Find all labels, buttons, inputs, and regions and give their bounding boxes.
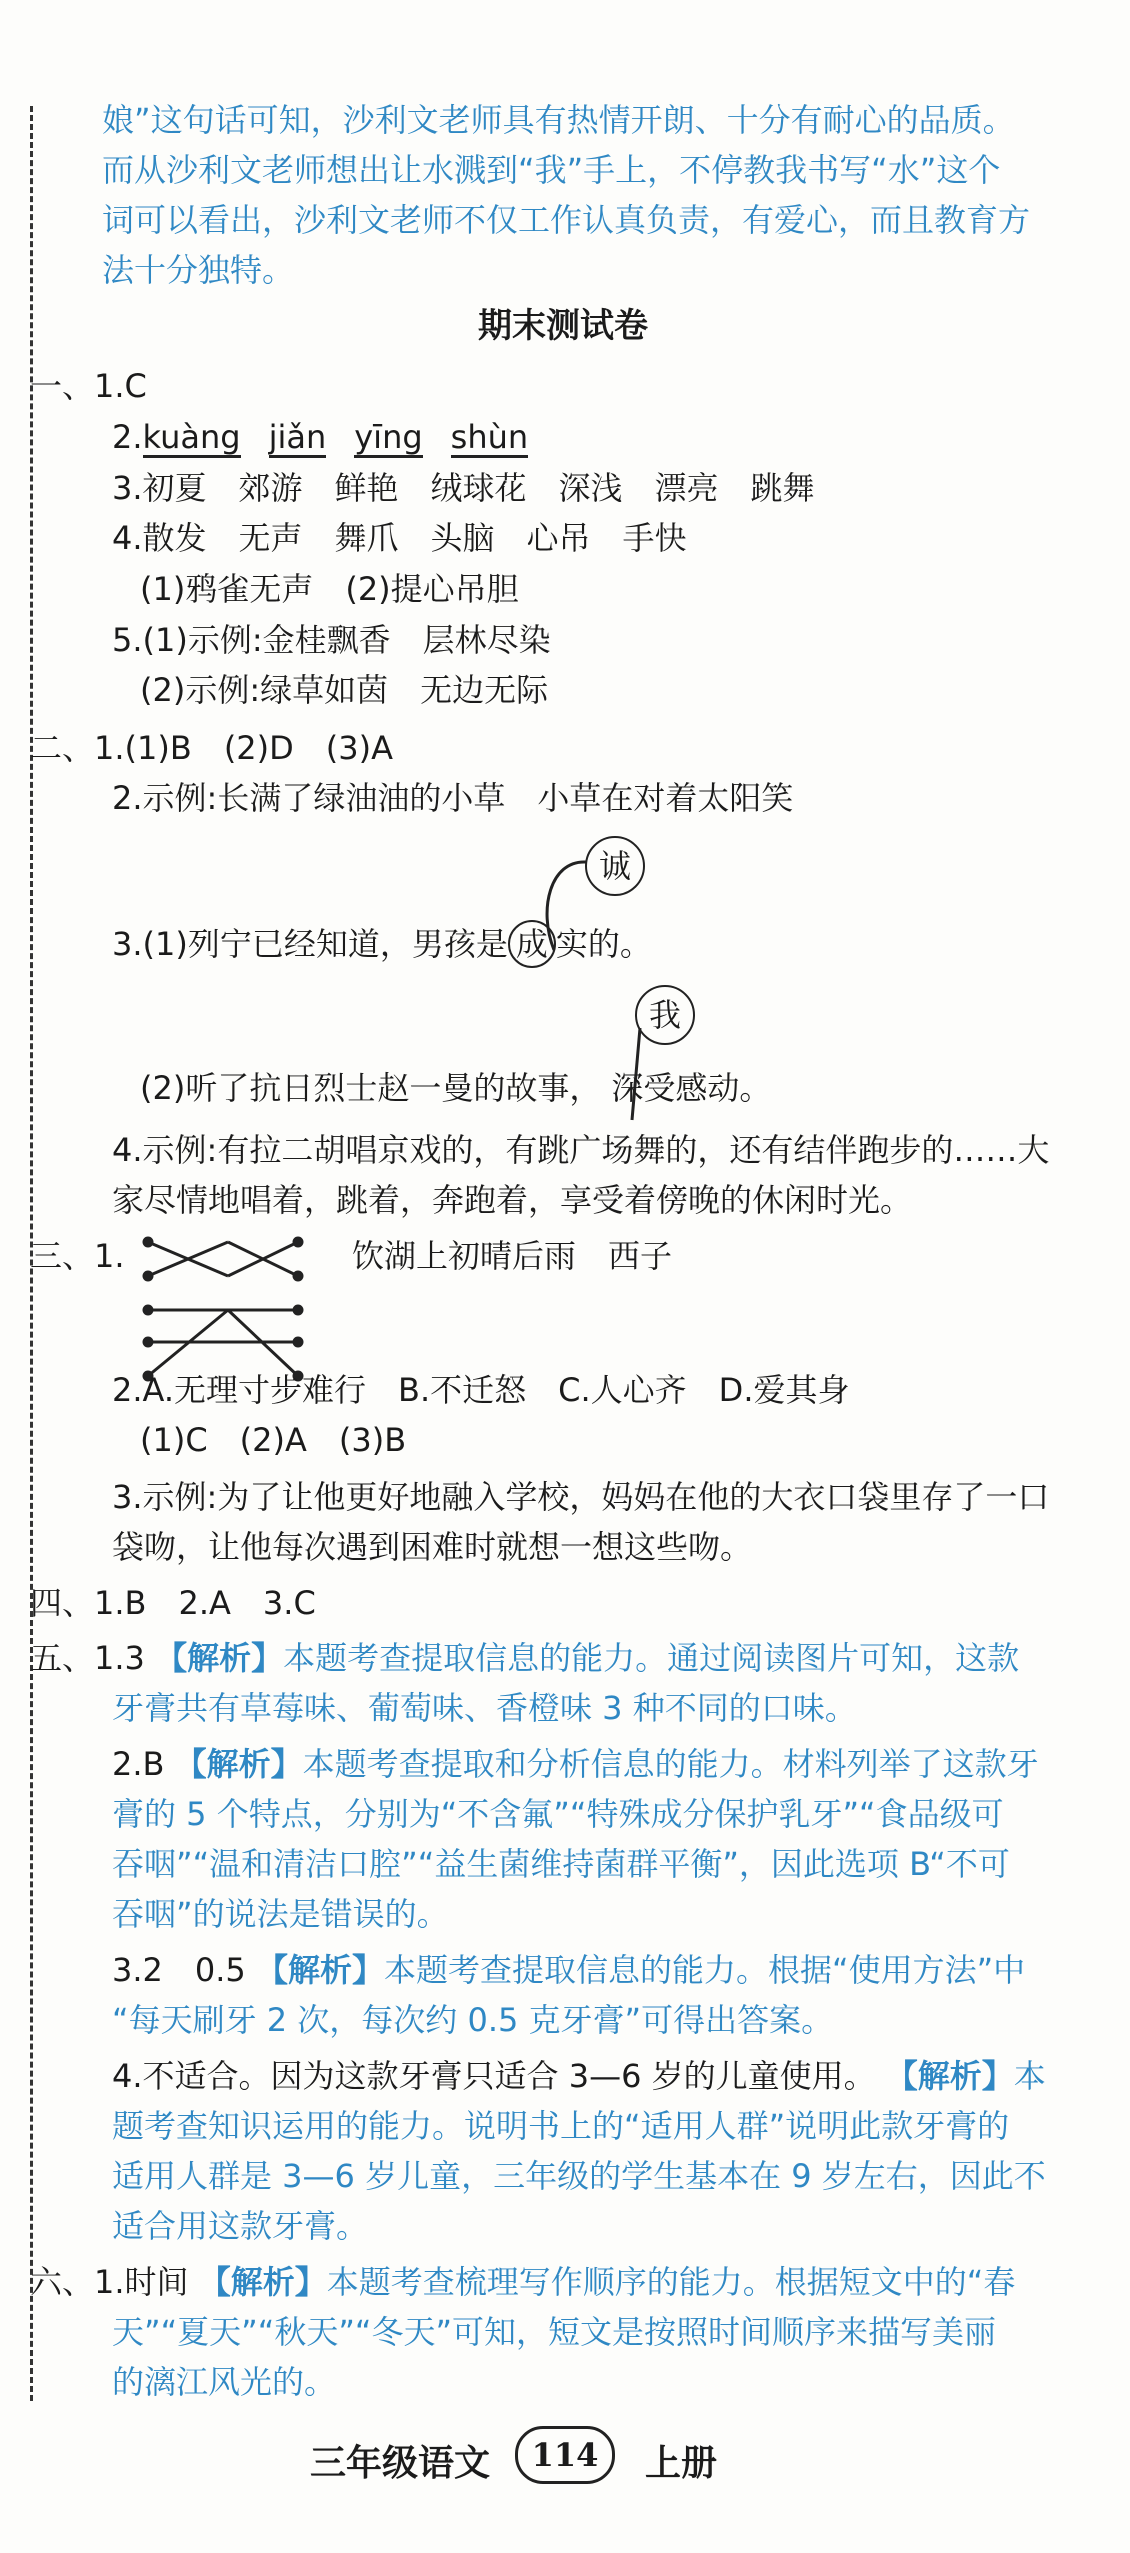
- s6-q1-text-3: 的漓江风光的。: [112, 2363, 337, 2401]
- analysis-tag: 【解析】: [255, 1951, 384, 1989]
- s6-q1-text-2: 天”“夏天”“秋天”“冬天”可知，短文是按照时间顺序来描写美丽: [112, 2313, 997, 2351]
- pinyin-list: [143, 418, 557, 456]
- analysis-tag: 【解析】: [174, 1745, 303, 1783]
- top-line-4: 法十分独特。: [102, 251, 295, 289]
- s5-q2: [112, 1744, 1039, 1784]
- s5-q1: [30, 1638, 1019, 1678]
- s5-q2-answer: 2.B: [112, 1745, 165, 1783]
- s3-q2: 2.A.无理寸步难行 B.不迁怒 C.人心齐 D.爱其身: [112, 1371, 850, 1409]
- pinyin-4: shùn: [450, 418, 529, 456]
- pinyin-3: yīng: [354, 418, 423, 456]
- s1-q5b: (2)示例:绿草如茵 无边无际: [140, 671, 549, 709]
- s5-q3-text-1: 本题考查提取信息的能力。根据“使用方法”中: [383, 1951, 1026, 1989]
- s2-q4a: 4.示例:有拉二胡唱京戏的，有跳广场舞的，还有结伴跑步的……大: [112, 1131, 1050, 1169]
- s1-q1: 一、1.C: [30, 367, 147, 405]
- analysis-tag: 【解析】: [155, 1639, 284, 1677]
- page-title: 期末测试卷: [478, 306, 648, 346]
- s5-q2-text-3: 吞咽”“温和清洁口腔”“益生菌维持菌群平衡”，因此选项 B“不可: [112, 1845, 1010, 1883]
- s5-q4-text-0: 本: [1013, 2057, 1046, 2095]
- matching-lines: [138, 1228, 368, 1388]
- circled-char-cheng: 成: [508, 920, 556, 968]
- analysis-tag: 【解析】: [885, 2057, 1014, 2095]
- insert-char-cheng: 诚: [585, 836, 645, 896]
- s2-q1: 二、1.(1)B (2)D (3)A: [30, 729, 394, 767]
- s4-answers: 四、1.B 2.A 3.C: [30, 1584, 316, 1622]
- pinyin-1: kuàng: [142, 418, 241, 456]
- s6-q1-answer: 六、1.时间: [30, 2263, 189, 2301]
- page-number-badge: 114: [515, 2426, 615, 2484]
- s2-q3a-pre: 3.(1)列宁已经知道，男孩是: [112, 925, 508, 963]
- s5-q1-text-1: 本题考查提取信息的能力。通过阅读图片可知，这款: [283, 1639, 1020, 1677]
- s2-q3a: [112, 920, 652, 968]
- s6-q1: [30, 2262, 1015, 2302]
- s3-q3a: 3.示例:为了让他更好地融入学校，妈妈在他的大衣口袋里存了一口: [112, 1478, 1050, 1516]
- top-line-1: 娘”这句话可知，沙利文老师具有热情开朗、十分有耐心的品质。: [102, 101, 1015, 139]
- s5-q3: [112, 1950, 1025, 1990]
- s2-q3b-pre: (2)听了抗日烈士赵一曼的故事，: [140, 1069, 602, 1107]
- s5-q2-text-1: 本题考查提取和分析信息的能力。材料列举了这款牙: [302, 1745, 1039, 1783]
- s1-q2: [112, 417, 556, 458]
- s1-q2-prefix: 2.: [112, 418, 143, 456]
- footer-volume: 上册: [645, 2443, 718, 2484]
- s2-q3b: [140, 1068, 771, 1108]
- s5-q1-answer: 五、1.3: [30, 1639, 145, 1677]
- s2-q3b-post: 深受感动。: [611, 1069, 772, 1107]
- s1-q4: 4.散发 无声 舞爪 头脑 心吊 手快: [112, 519, 687, 557]
- s6-q1-text-1: 本题考查梳理写作顺序的能力。根据短文中的“春: [326, 2263, 1016, 2301]
- s5-q4-text-3: 适合用这款牙膏。: [112, 2207, 369, 2245]
- s5-q2-text-4: 吞咽”的说法是错误的。: [112, 1895, 449, 1933]
- s5-q4: [112, 2056, 1046, 2096]
- s1-q4-sub: (1)鸦雀无声 (2)提心吊胆: [140, 570, 519, 608]
- s5-q3-text-2: “每天刷牙 2 次，每次约 0.5 克牙膏”可得出答案。: [112, 2001, 834, 2039]
- s2-q4b: 家尽情地唱着，跳着，奔跑着，享受着傍晚的休闲时光。: [112, 1181, 913, 1219]
- top-line-2: 而从沙利文老师想出让水溅到“我”手上，不停教我书写“水”这个: [102, 151, 1001, 189]
- s1-q5a: 5.(1)示例:金桂飘香 层林尽染: [112, 621, 551, 659]
- s5-q2-text-2: 膏的 5 个特点，分别为“不含氟”“特殊成分保护乳牙”“食品级可: [112, 1795, 1004, 1833]
- analysis-tag: 【解析】: [198, 2263, 327, 2301]
- s5-q3-answer: 3.2 0.5: [112, 1951, 246, 1989]
- s3-q2-sub: (1)C (2)A (3)B: [140, 1421, 407, 1459]
- s3-q1-text: 饮湖上初晴后雨 西子: [352, 1237, 673, 1275]
- insert-char-wo: 我: [635, 985, 695, 1045]
- s5-q1-text-2: 牙膏共有草莓味、葡萄味、香橙味 3 种不同的口味。: [112, 1689, 857, 1727]
- s1-q3: 3.初夏 郊游 鲜艳 绒球花 深浅 漂亮 跳舞: [112, 469, 815, 507]
- s2-q3a-post: 实的。: [555, 925, 652, 963]
- s3-q3b: 袋吻，让他每次遇到困难时就想一想这些吻。: [112, 1528, 753, 1566]
- top-line-3: 词可以看出，沙利文老师不仅工作认真负责，有爱心，而且教育方: [102, 201, 1031, 239]
- pinyin-2: jiǎn: [268, 418, 327, 456]
- s5-q4-answer: 4.不适合。因为这款牙膏只适合 3—6 岁的儿童使用。: [112, 2057, 876, 2095]
- s2-q2: 2.示例:长满了绿油油的小草 小草在对着太阳笑: [112, 779, 794, 817]
- s3-q1-label: 三、1.: [30, 1237, 125, 1275]
- s5-q4-text-1: 题考查知识运用的能力。说明书上的“适用人群”说明此款牙膏的: [112, 2107, 1010, 2145]
- footer-grade-subject: 三年级语文: [310, 2443, 491, 2484]
- s5-q4-text-2: 适用人群是 3—6 岁儿童，三年级的学生基本在 9 岁左右，因此不: [112, 2157, 1046, 2195]
